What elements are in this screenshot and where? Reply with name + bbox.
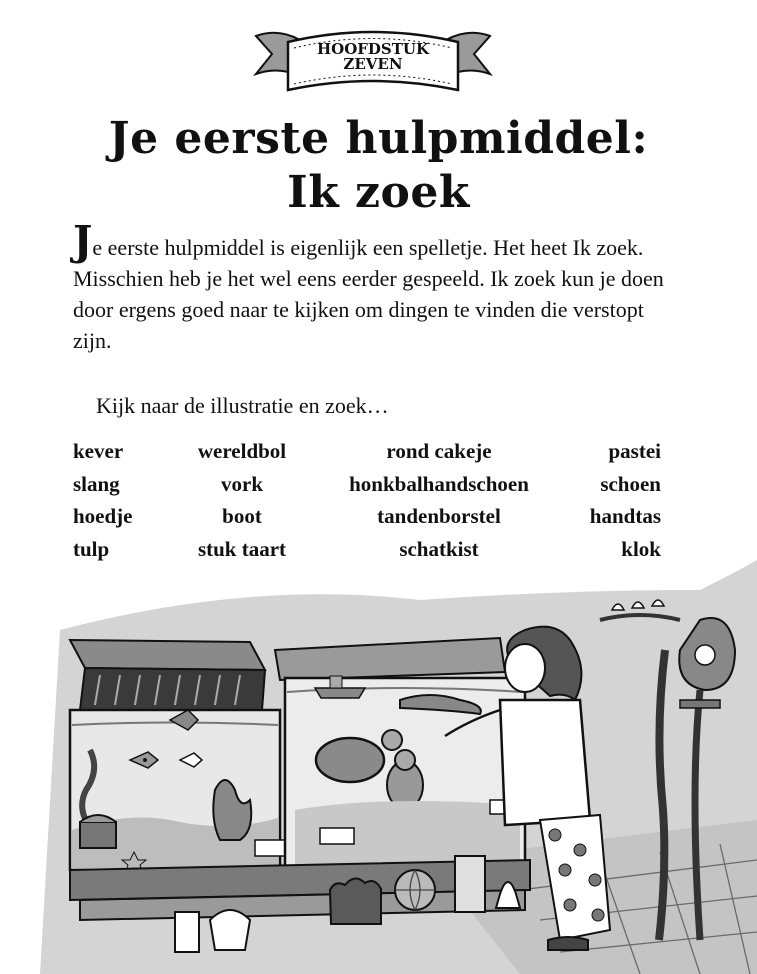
word-row <box>73 502 661 535</box>
word-item: wereldbol <box>197 439 287 463</box>
word-row <box>73 437 661 470</box>
hidden-objects-illustration <box>0 560 757 974</box>
word-item: stuk taart <box>197 536 287 561</box>
chapter-title <box>40 112 717 220</box>
handbag-icon <box>210 910 250 950</box>
chapter-title-line1: Je eerste hulpmiddel: <box>108 113 649 164</box>
word-item: pastei <box>608 439 661 463</box>
intro-paragraph <box>73 217 683 356</box>
word-grid <box>73 437 661 567</box>
search-prompt: Kijk naar de illustratie en zoek… <box>96 393 389 418</box>
word-item: honkbalhandschoen <box>349 471 529 496</box>
word-item: handtas <box>589 504 661 528</box>
word-item: rond cakeje <box>386 439 492 463</box>
word-item: kever <box>73 439 124 463</box>
word-item: tandenborstel <box>377 504 501 528</box>
word-item: hoedje <box>73 504 133 528</box>
chapter-label-line1: HOOFDSTUK <box>316 40 430 58</box>
boat-icon <box>315 688 365 698</box>
intro-text: e eerste hulpmiddel is eigenlijk een spelletje. Het heet Ik zoek. Misschien heb je het wel eens eerder gespeeld. Ik zoek kun je doen door ergens goed naar te kijken om dingen te vinden die verstopt zijn. <box>73 235 664 353</box>
chapter-banner <box>248 14 498 104</box>
chapter-label-line2: ZEVEN <box>343 55 403 73</box>
word-item: schatkist <box>399 536 479 561</box>
aquarium-scene-icon <box>0 560 757 974</box>
baseball-glove-icon <box>330 878 381 924</box>
drop-cap: J <box>73 217 93 265</box>
word-item: tulp <box>73 536 110 561</box>
word-row <box>73 470 661 503</box>
chapter-label <box>248 42 498 72</box>
word-item: slang <box>73 471 120 496</box>
word-item: schoen <box>600 471 661 496</box>
chapter-title-line2: Ik zoek <box>287 167 470 218</box>
treasure-chest-icon <box>80 822 116 848</box>
word-item: boot <box>222 504 262 528</box>
word-item: klok <box>621 536 661 561</box>
word-item: vork <box>221 471 263 496</box>
